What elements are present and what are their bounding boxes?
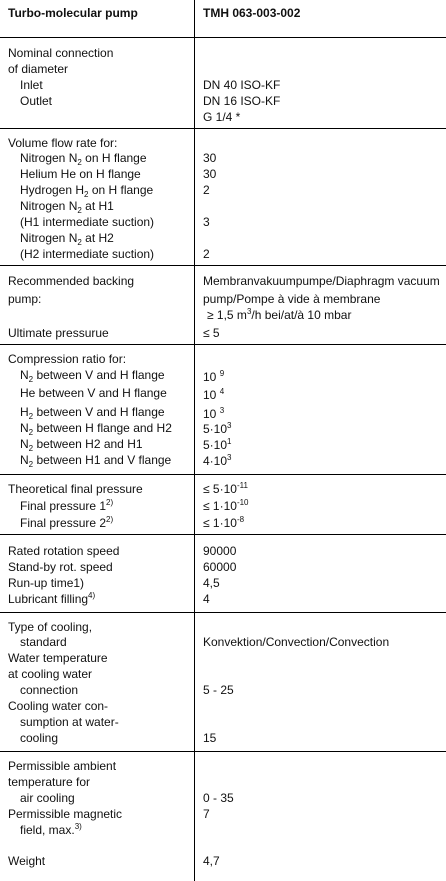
compression-row-value: 10 $^4$ — [203, 387, 225, 402]
row-divider — [0, 128, 446, 129]
flow-h2-value: 2 — [203, 183, 210, 197]
flow-h2-label: Hydrogen $H_2$ on H flange — [20, 183, 154, 199]
lubricant-value: 4 — [203, 592, 210, 606]
water-temp-label: Water temperature — [8, 651, 108, 665]
flow-n2-value: 30 — [203, 151, 217, 165]
compression-row-value: $5\cdot 10^3$ — [203, 421, 232, 436]
compression-row-label: $N_2$ between V and H flange — [20, 368, 165, 384]
cooling-type-label: standard — [20, 635, 67, 649]
cooling-water-label: Cooling water con- — [8, 699, 109, 713]
rated-speed-label: Rated rotation speed — [8, 544, 120, 558]
connection-label: of diameter — [8, 62, 69, 76]
row-divider — [0, 37, 446, 38]
water-temp-value: 5 - 25 — [203, 683, 234, 697]
ambient-temp-label: Permissible ambient — [8, 759, 117, 773]
backing-value: pump/Pompe à vide à membrane — [203, 292, 381, 306]
compression-row-label: $N_2$ between H1 and V flange — [20, 453, 172, 469]
header-product: Turbo-molecular pump — [8, 6, 138, 20]
compression-row-label: $N_2$ between H2 and H1 — [20, 437, 143, 453]
flow-he-value: 30 — [203, 167, 217, 181]
standby-speed-value: 60000 — [203, 560, 237, 574]
row-divider — [0, 612, 446, 613]
weight-label: Weight — [8, 854, 46, 868]
magnetic-field-value: 7 — [203, 807, 210, 821]
ambient-temp-label: temperature for — [8, 775, 91, 789]
magnetic-field-label: Permissible magnetic — [8, 807, 123, 821]
flow-title: Volume flow rate for: — [8, 136, 118, 150]
flow-he-label: Helium He on H flange — [20, 167, 141, 181]
standby-speed-label: Stand-by rot. speed — [8, 560, 113, 574]
final-pressure-1-label: Final pressure 1$^{2)}$ — [20, 498, 114, 513]
row-divider — [0, 474, 446, 475]
ambient-temp-value: 0 - 35 — [203, 791, 234, 805]
final-pressure-2-label: Final pressure 2$^{2)}$ — [20, 515, 114, 530]
header-model: TMH 063-003-002 — [203, 6, 301, 20]
magnetic-field-label: field, max.$^{3)}$ — [20, 822, 82, 837]
outlet-value: DN 16 ISO-KF — [203, 94, 281, 108]
row-divider — [0, 534, 446, 535]
row-divider — [0, 344, 446, 345]
compression-row-label: $N_2$ between H flange and H2 — [20, 421, 172, 437]
outlet-label: Outlet — [20, 94, 53, 108]
water-temp-label: connection — [20, 683, 79, 697]
compression-row-value: $5\cdot 10^1$ — [203, 437, 232, 452]
column-divider — [194, 0, 195, 881]
compression-row-value: $4\cdot 10^3$ — [203, 453, 232, 468]
backing-label: Recommended backing — [8, 274, 135, 288]
runup-time-value: 4,5 — [203, 576, 220, 590]
cooling-type-label: Type of cooling, — [8, 620, 93, 634]
row-divider — [0, 265, 446, 266]
extra-connection-value: G 1/4 * — [203, 110, 241, 124]
cooling-water-label: cooling — [20, 731, 59, 745]
final-pressure-2-value: ≤ $1\cdot 10^{-8}$ — [203, 515, 245, 530]
compression-row-value: 10 $^9$ — [203, 369, 225, 384]
final-pressure-title: Theoretical final pressure — [8, 482, 143, 496]
cooling-type-value: Konvektion/Convection/Convection — [203, 635, 390, 649]
compression-title: Compression ratio for: — [8, 352, 127, 366]
compression-row-value: 10 $^3$ — [203, 406, 225, 421]
flow-h1-value: 3 — [203, 215, 210, 229]
connection-label: Nominal connection — [8, 46, 114, 60]
final-pressure-1-value: ≤ $1\cdot 10^{-10}$ — [203, 498, 249, 513]
ultimate-pressure-value: ≤ 5 — [203, 326, 220, 340]
flow-n2-h2-label: Nitrogen $N_2$ at H2 — [20, 231, 114, 247]
backing-value: ≥ 1,5 $m^3/h$ bei/at/à 10 mbar — [207, 307, 352, 322]
flow-h2-inter-value: 2 — [203, 247, 210, 261]
inlet-value: DN 40 ISO-KF — [203, 78, 281, 92]
flow-n2-label: Nitrogen $N_2$ on H flange — [20, 151, 147, 167]
inlet-label: Inlet — [20, 78, 43, 92]
flow-h1-intermediate-label: (H1 intermediate suction) — [20, 215, 155, 229]
row-divider — [0, 751, 446, 752]
ultimate-pressure-label: Ultimate pressurue — [8, 326, 109, 340]
backing-label: pump: — [8, 292, 42, 306]
runup-time-label: Run-up time1) — [8, 576, 85, 590]
cooling-water-value: 15 — [203, 731, 217, 745]
cooling-water-label: sumption at water- — [20, 715, 119, 729]
lubricant-label: Lubricant filling$^{4)}$ — [8, 591, 96, 606]
flow-n2-h1-label: Nitrogen $N_2$ at H1 — [20, 199, 114, 215]
weight-value: 4,7 — [203, 854, 220, 868]
flow-h2-intermediate-label: (H2 intermediate suction) — [20, 247, 155, 261]
compression-row-label: He between V and H flange — [20, 386, 167, 400]
ambient-temp-label: air cooling — [20, 791, 75, 805]
compression-row-label: $H_2$ between V and H flange — [20, 405, 165, 421]
backing-value: Membranvakuumpumpe/Diaphragm vacuum — [203, 274, 440, 288]
water-temp-label: at cooling water — [8, 667, 93, 681]
final-pressure-value: ≤ $5\cdot 10^{-11}$ — [203, 481, 248, 496]
rated-speed-value: 90000 — [203, 544, 237, 558]
